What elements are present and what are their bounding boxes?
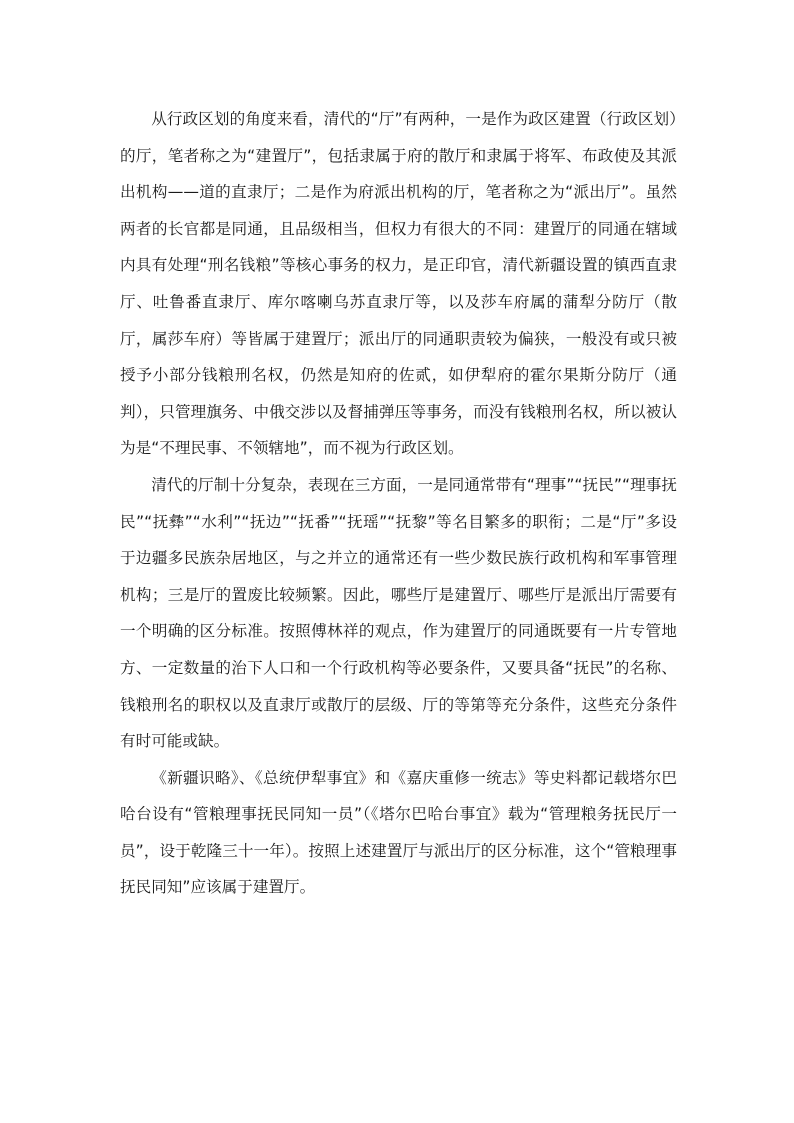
paragraph-1: 从行政区划的角度来看，清代的“厅”有两种，一是作为政区建置（行政区划）的厅，笔者称之为“建置厅”，包括隶属于府的散厅和隶属于将军、布政使及其派出机构——道的直隶厅；二是作为府派出机构的厅，笔者称之为“派出厅”。虽然两者的长官都是同通，且品级相当，但权力有很大的不同：建置厅的同通在辖域内具有处理“刑名钱粮”等核心事务的权力，是正印官，清代新疆设置的镇西直隶厅、吐鲁番直隶厅、库尔喀喇乌苏直隶厅等，以及莎车府属的蒲犁分防厅（散厅，属莎车府）等皆属于建置厅；派出厅的同通职责较为偏狭，一般没有或只被授予小部分钱粮刑名权，仍然是知府的佐贰，如伊犁府的霍尔果斯分防厅（通判），只管理旗务、中俄交涉以及督捕弹压等事务，而没有钱粮刑名权，所以被认为是“不理民事、不领辖地”，而不视为行政区划。 <box>120 110 677 458</box>
document-body <box>120 101 677 906</box>
paragraph-3: 《新疆识略》、《总统伊犁事宜》和《嘉庆重修一统志》等史料都记载塔尔巴哈台设有“管粮理事抚民同知一员”（《塔尔巴哈台事宜》载为“管理粮务抚民厅一员”，设于乾隆三十一年）。按照上述建置厅与派出厅的区分标准，这个“管粮理事抚民同知”应该属于建置厅。 <box>120 768 677 897</box>
paragraph-2: 清代的厅制十分复杂，表现在三方面，一是同通常带有“理事”“抚民”“理事抚民”“抚彝”“水利”“抚边”“抚番”“抚瑶”“抚黎”等名目繁多的职衔；二是“厅”多设于边疆多民族杂居地区，与之并立的通常还有一些少数民族行政机构和军事管理机构；三是厅的置废比较频繁。因此，哪些厅是建置厅、哪些厅是派出厅需要有一个明确的区分标准。按照傅林祥的观点，作为建置厅的同通既要有一片专管地方、一定数量的治下人口和一个行政机构等必要条件，又要具备“抚民”的名称、钱粮刑名的职权以及直隶厅或散厅的层级、厅的等第等充分条件，这些充分条件有时可能或缺。 <box>120 475 677 751</box>
